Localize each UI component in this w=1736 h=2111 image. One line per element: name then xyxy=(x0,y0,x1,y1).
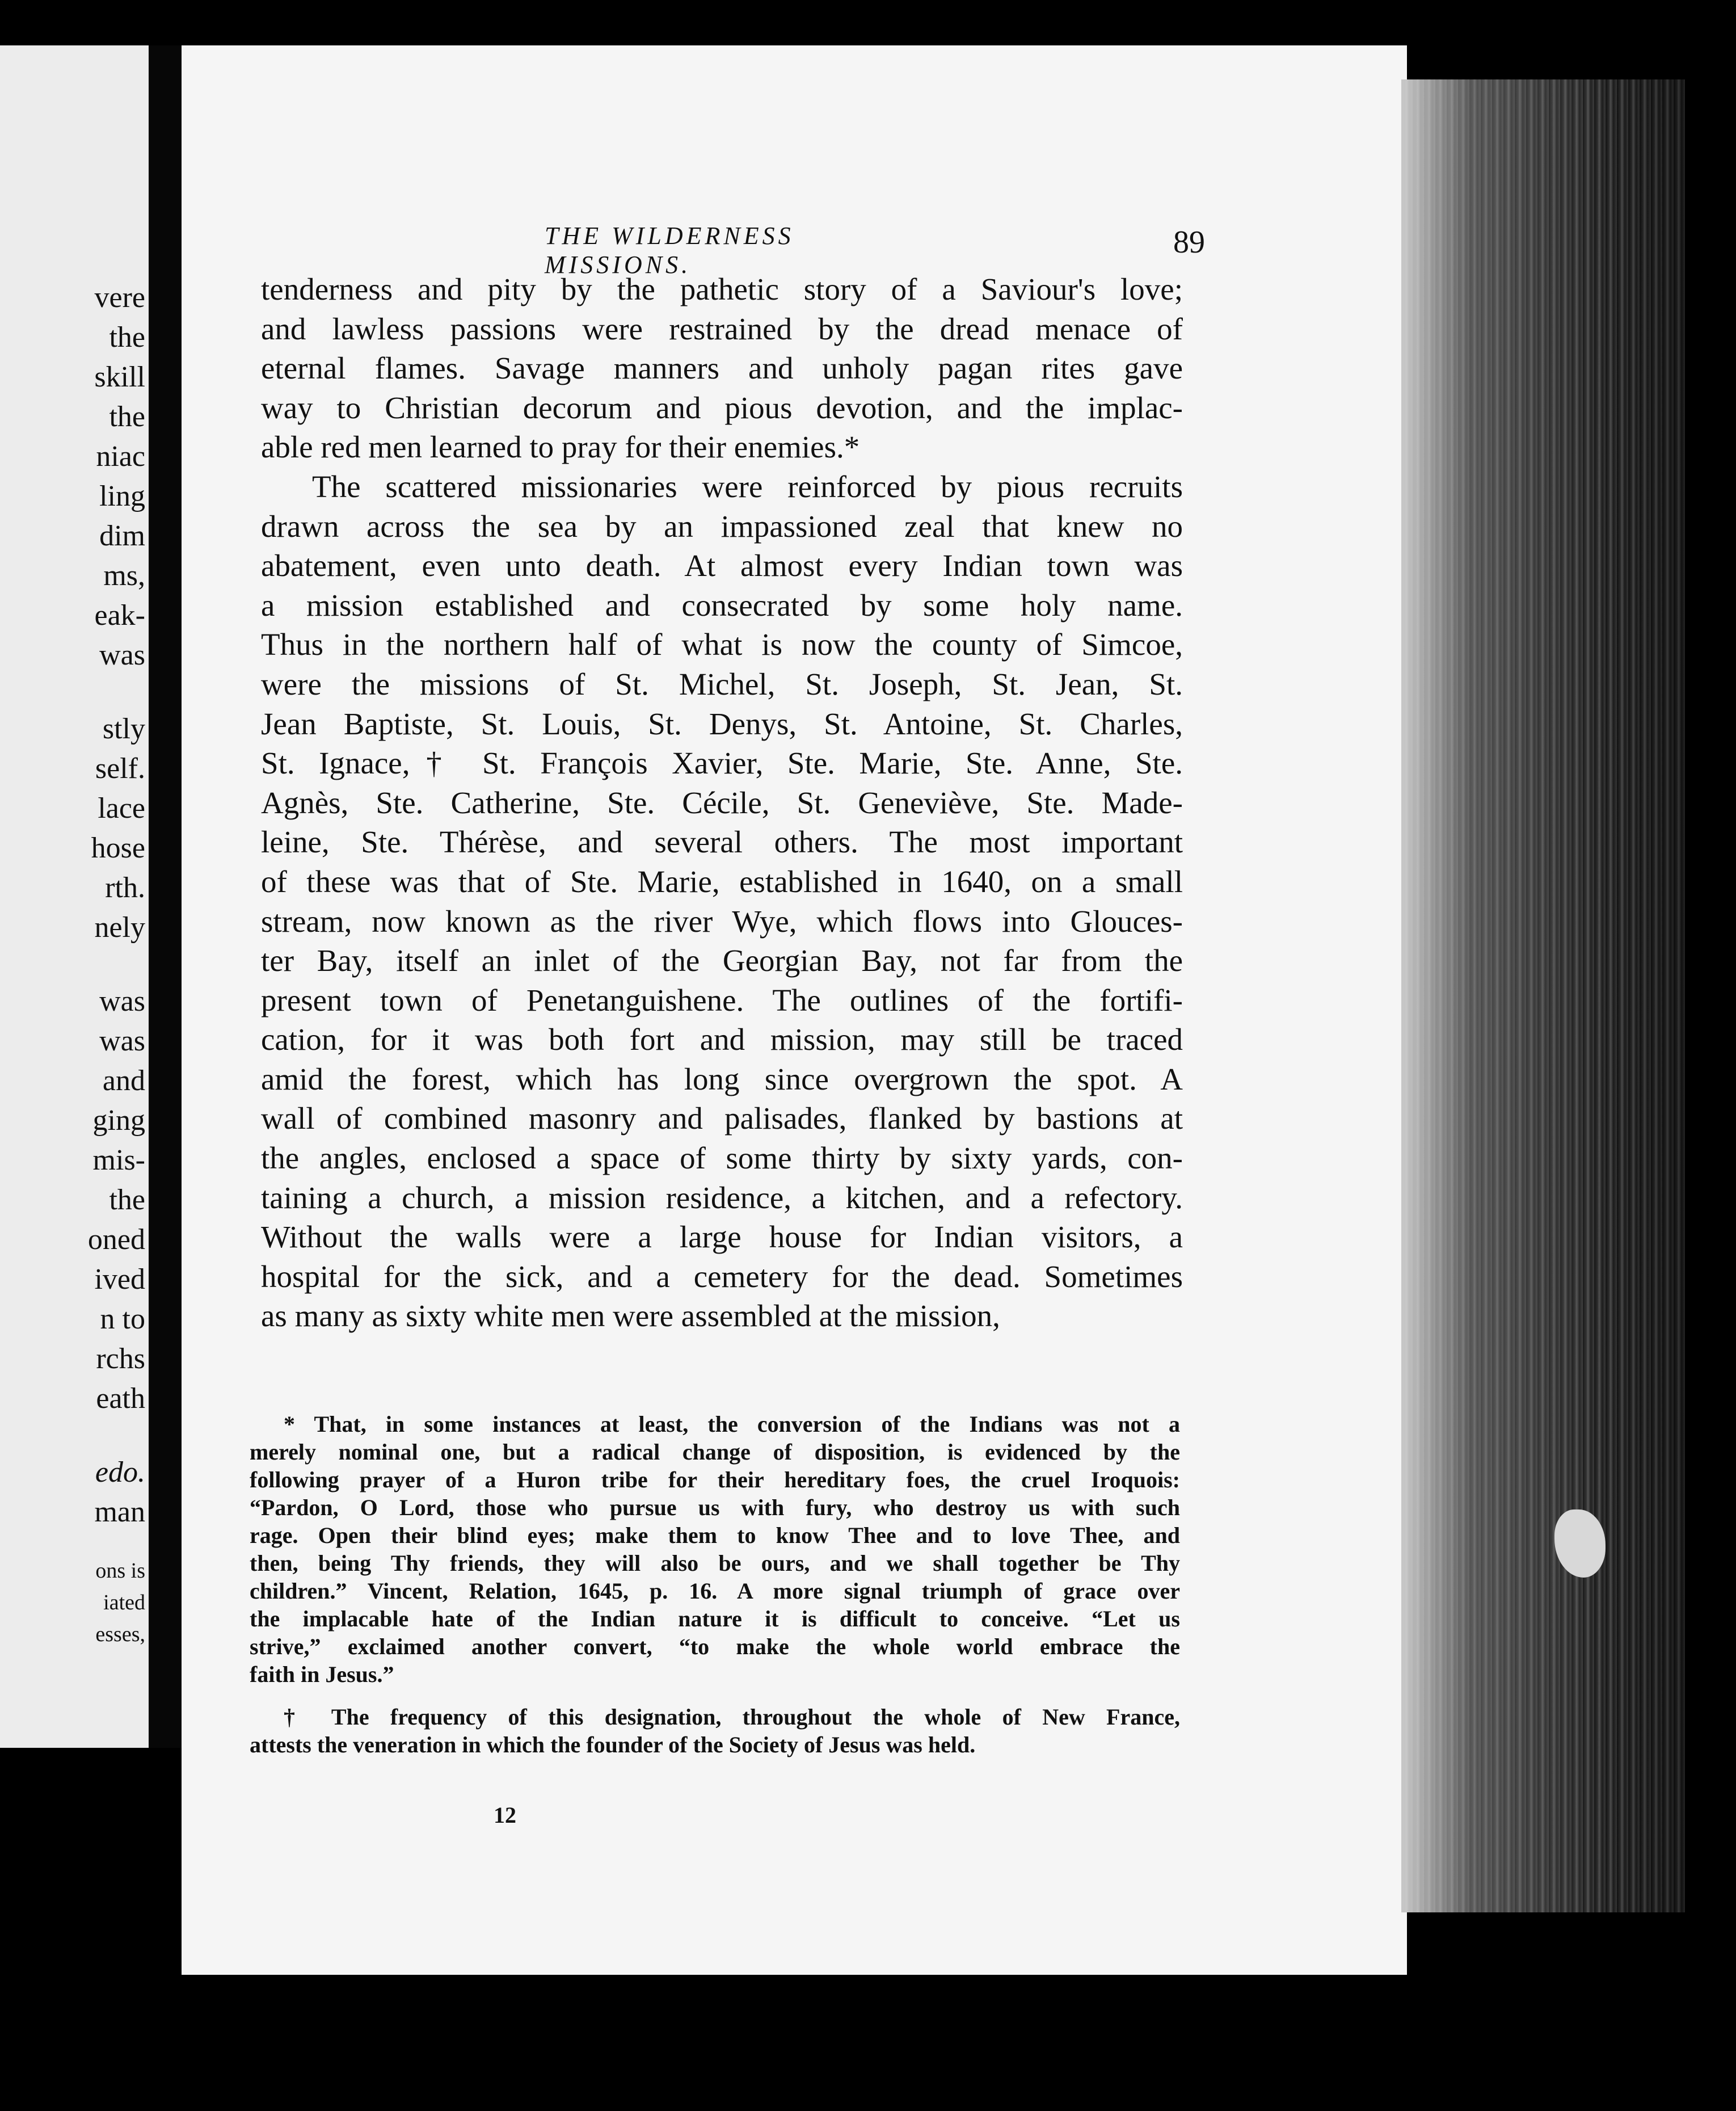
left-page-fragment: ms, xyxy=(103,560,145,592)
body-line: Agnès, Ste. Catherine, Ste. Cécile, St. Geneviève, Ste. Made- xyxy=(261,785,1183,820)
running-title: THE WILDERNESS MISSIONS. xyxy=(545,222,794,279)
body-line: amid the forest, which has long since overgrown the spot. A xyxy=(261,1061,1183,1096)
footnote-line: * That, in some instances at least, the conversion of the Indians was not a xyxy=(284,1411,1180,1437)
left-page-fragment: the xyxy=(109,401,145,433)
body-line: hospital for the sick, and a cemetery for the dead. Sometimes xyxy=(261,1259,1183,1294)
left-page-fragment: was xyxy=(99,1025,145,1057)
body-line: Thus in the northern half of what is now the county of Simcoe, xyxy=(261,627,1183,662)
body-line: of these was that of Ste. Marie, established in 1640, on a small xyxy=(261,864,1183,899)
left-page-fragment xyxy=(0,675,149,709)
left-page-fragment: hose xyxy=(91,832,145,864)
left-page-fragment: oned xyxy=(87,1223,145,1256)
left-page-fragment: self. xyxy=(95,752,145,785)
page-number: 89 xyxy=(1173,225,1205,260)
body-line: present town of Penetanguishene. The outlines of the fortifi- xyxy=(261,982,1183,1017)
body-line: and lawless passions were restrained by the dread menace of xyxy=(261,311,1183,346)
footnote-line: the implacable hate of the Indian nature it is difficult to conceive. “Let us xyxy=(250,1606,1180,1631)
left-page-fragment: rchs xyxy=(96,1343,145,1375)
footnote-line: following prayer of a Huron tribe for their hereditary foes, the cruel Iroquois: xyxy=(250,1467,1180,1492)
footnote-line: then, being Thy friends, they will also be ours, and we shall together be Thy xyxy=(250,1550,1180,1576)
footnote-line: merely nominal one, but a radical change of disposition, is evidenced by the xyxy=(250,1439,1180,1465)
body-line: were the missions of St. Michel, St. Joseph, St. Jean, St. xyxy=(261,666,1183,701)
left-page-fragment: ging xyxy=(92,1104,145,1137)
left-page-fragment: was xyxy=(99,639,145,671)
footnote-line: † The frequency of this designation, throughout the whole of New France, xyxy=(284,1704,1180,1730)
signature-mark: 12 xyxy=(494,1802,516,1828)
left-page-fragment: ons is xyxy=(95,1559,145,1583)
footnote-line: “Pardon, O Lord, those who pursue us with fury, who destroy us with such xyxy=(250,1495,1180,1520)
footnotes xyxy=(250,1410,1180,1759)
left-page-fragment: edo. xyxy=(95,1456,145,1488)
body-line: stream, now known as the river Wye, which flows into Glouces- xyxy=(261,903,1183,939)
body-line: Jean Baptiste, St. Louis, St. Denys, St. Antoine, St. Charles, xyxy=(261,706,1183,741)
left-page-fragment: mis- xyxy=(92,1144,145,1176)
left-page-fragment xyxy=(0,1419,149,1453)
left-page-fragment: stly xyxy=(102,713,145,745)
footnote-line: attests the veneration in which the founder of the Society of Jesus was held. xyxy=(250,1732,976,1757)
left-page-fragment: lace xyxy=(98,792,145,825)
left-page-fragment: and xyxy=(102,1065,145,1097)
body-line: leine, Ste. Thérèse, and several others. The most important xyxy=(261,825,1183,860)
body-line: abatement, even unto death. At almost every Indian town was xyxy=(261,548,1183,583)
left-page-fragment: rth. xyxy=(105,872,145,904)
left-page-fragment: iated xyxy=(103,1591,145,1614)
left-page-fragment: eak- xyxy=(94,599,145,632)
left-page-fragment: the xyxy=(109,321,145,354)
body-line: able red men learned to pray for their enemies.* xyxy=(261,430,860,465)
left-page-text-fragments xyxy=(0,278,149,1650)
body-line: a mission established and consecrated by some holy name. xyxy=(261,587,1183,623)
footnote-line: rage. Open their blind eyes; make them to know Thee and to love Thee, and xyxy=(250,1523,1180,1548)
footnote-spacer xyxy=(250,1688,1180,1703)
body-line: the angles, enclosed a space of some thirty by sixty yards, con- xyxy=(261,1141,1183,1176)
left-page-fragment: ling xyxy=(99,480,145,512)
left-page-fragment: nely xyxy=(94,911,145,944)
body-line: St. Ignace,† St. François Xavier, Ste. Marie, Ste. Anne, Ste. xyxy=(261,746,1183,781)
body-line: as many as sixty white men were assembled at the mission, xyxy=(261,1298,1000,1334)
left-page-fragment: n to xyxy=(100,1303,145,1335)
body-line: Without the walls were a large house for Indian visitors, a xyxy=(261,1219,1183,1255)
body-line: cation, for it was both fort and mission, may still be traced xyxy=(261,1022,1183,1057)
body-line: taining a church, a mission residence, a kitchen, and a refectory. xyxy=(261,1180,1183,1215)
body-line: wall of combined masonry and palisades, flanked by bastions at xyxy=(261,1101,1183,1136)
footnote-line: faith in Jesus.” xyxy=(250,1662,394,1687)
left-page-fragment xyxy=(0,1532,149,1555)
left-page-fragment: dim xyxy=(99,520,145,552)
left-page-fragment: was xyxy=(99,985,145,1017)
footnote-line: children.” Vincent, Relation, 1645, p. 16. A more signal triumph of grace over xyxy=(250,1578,1180,1604)
body-line: The scattered missionaries were reinforced by pious recruits xyxy=(312,469,1183,504)
body-line: eternal flames. Savage manners and unholy pagan rites gave xyxy=(261,351,1183,386)
left-page-fragment: man xyxy=(94,1496,145,1528)
body-line: way to Christian decorum and pious devotion, and the implac- xyxy=(261,390,1183,425)
left-page-fragment: vere xyxy=(94,281,145,314)
body-line: ter Bay, itself an inlet of the Georgian Bay, not far from the xyxy=(261,943,1183,978)
body-text xyxy=(261,270,1183,1336)
body-line: tenderness and pity by the pathetic story of a Saviour's love; xyxy=(261,272,1183,306)
left-page-fragment: niac xyxy=(96,440,145,473)
left-page-fragment: skill xyxy=(94,361,145,393)
body-line: drawn across the sea by an impassioned zeal that knew no xyxy=(261,508,1183,544)
left-page-fragment: the xyxy=(109,1184,145,1216)
left-page-fragment: esses, xyxy=(95,1622,145,1646)
left-page-fragment xyxy=(0,948,149,982)
left-page-fragment: ived xyxy=(94,1263,145,1296)
book-gutter xyxy=(149,45,182,1748)
page-block-shading xyxy=(1401,79,1685,1912)
footnote-line: strive,” exclaimed another convert, “to make the whole world embrace the xyxy=(250,1634,1180,1659)
left-page-fragment: eath xyxy=(96,1382,145,1415)
